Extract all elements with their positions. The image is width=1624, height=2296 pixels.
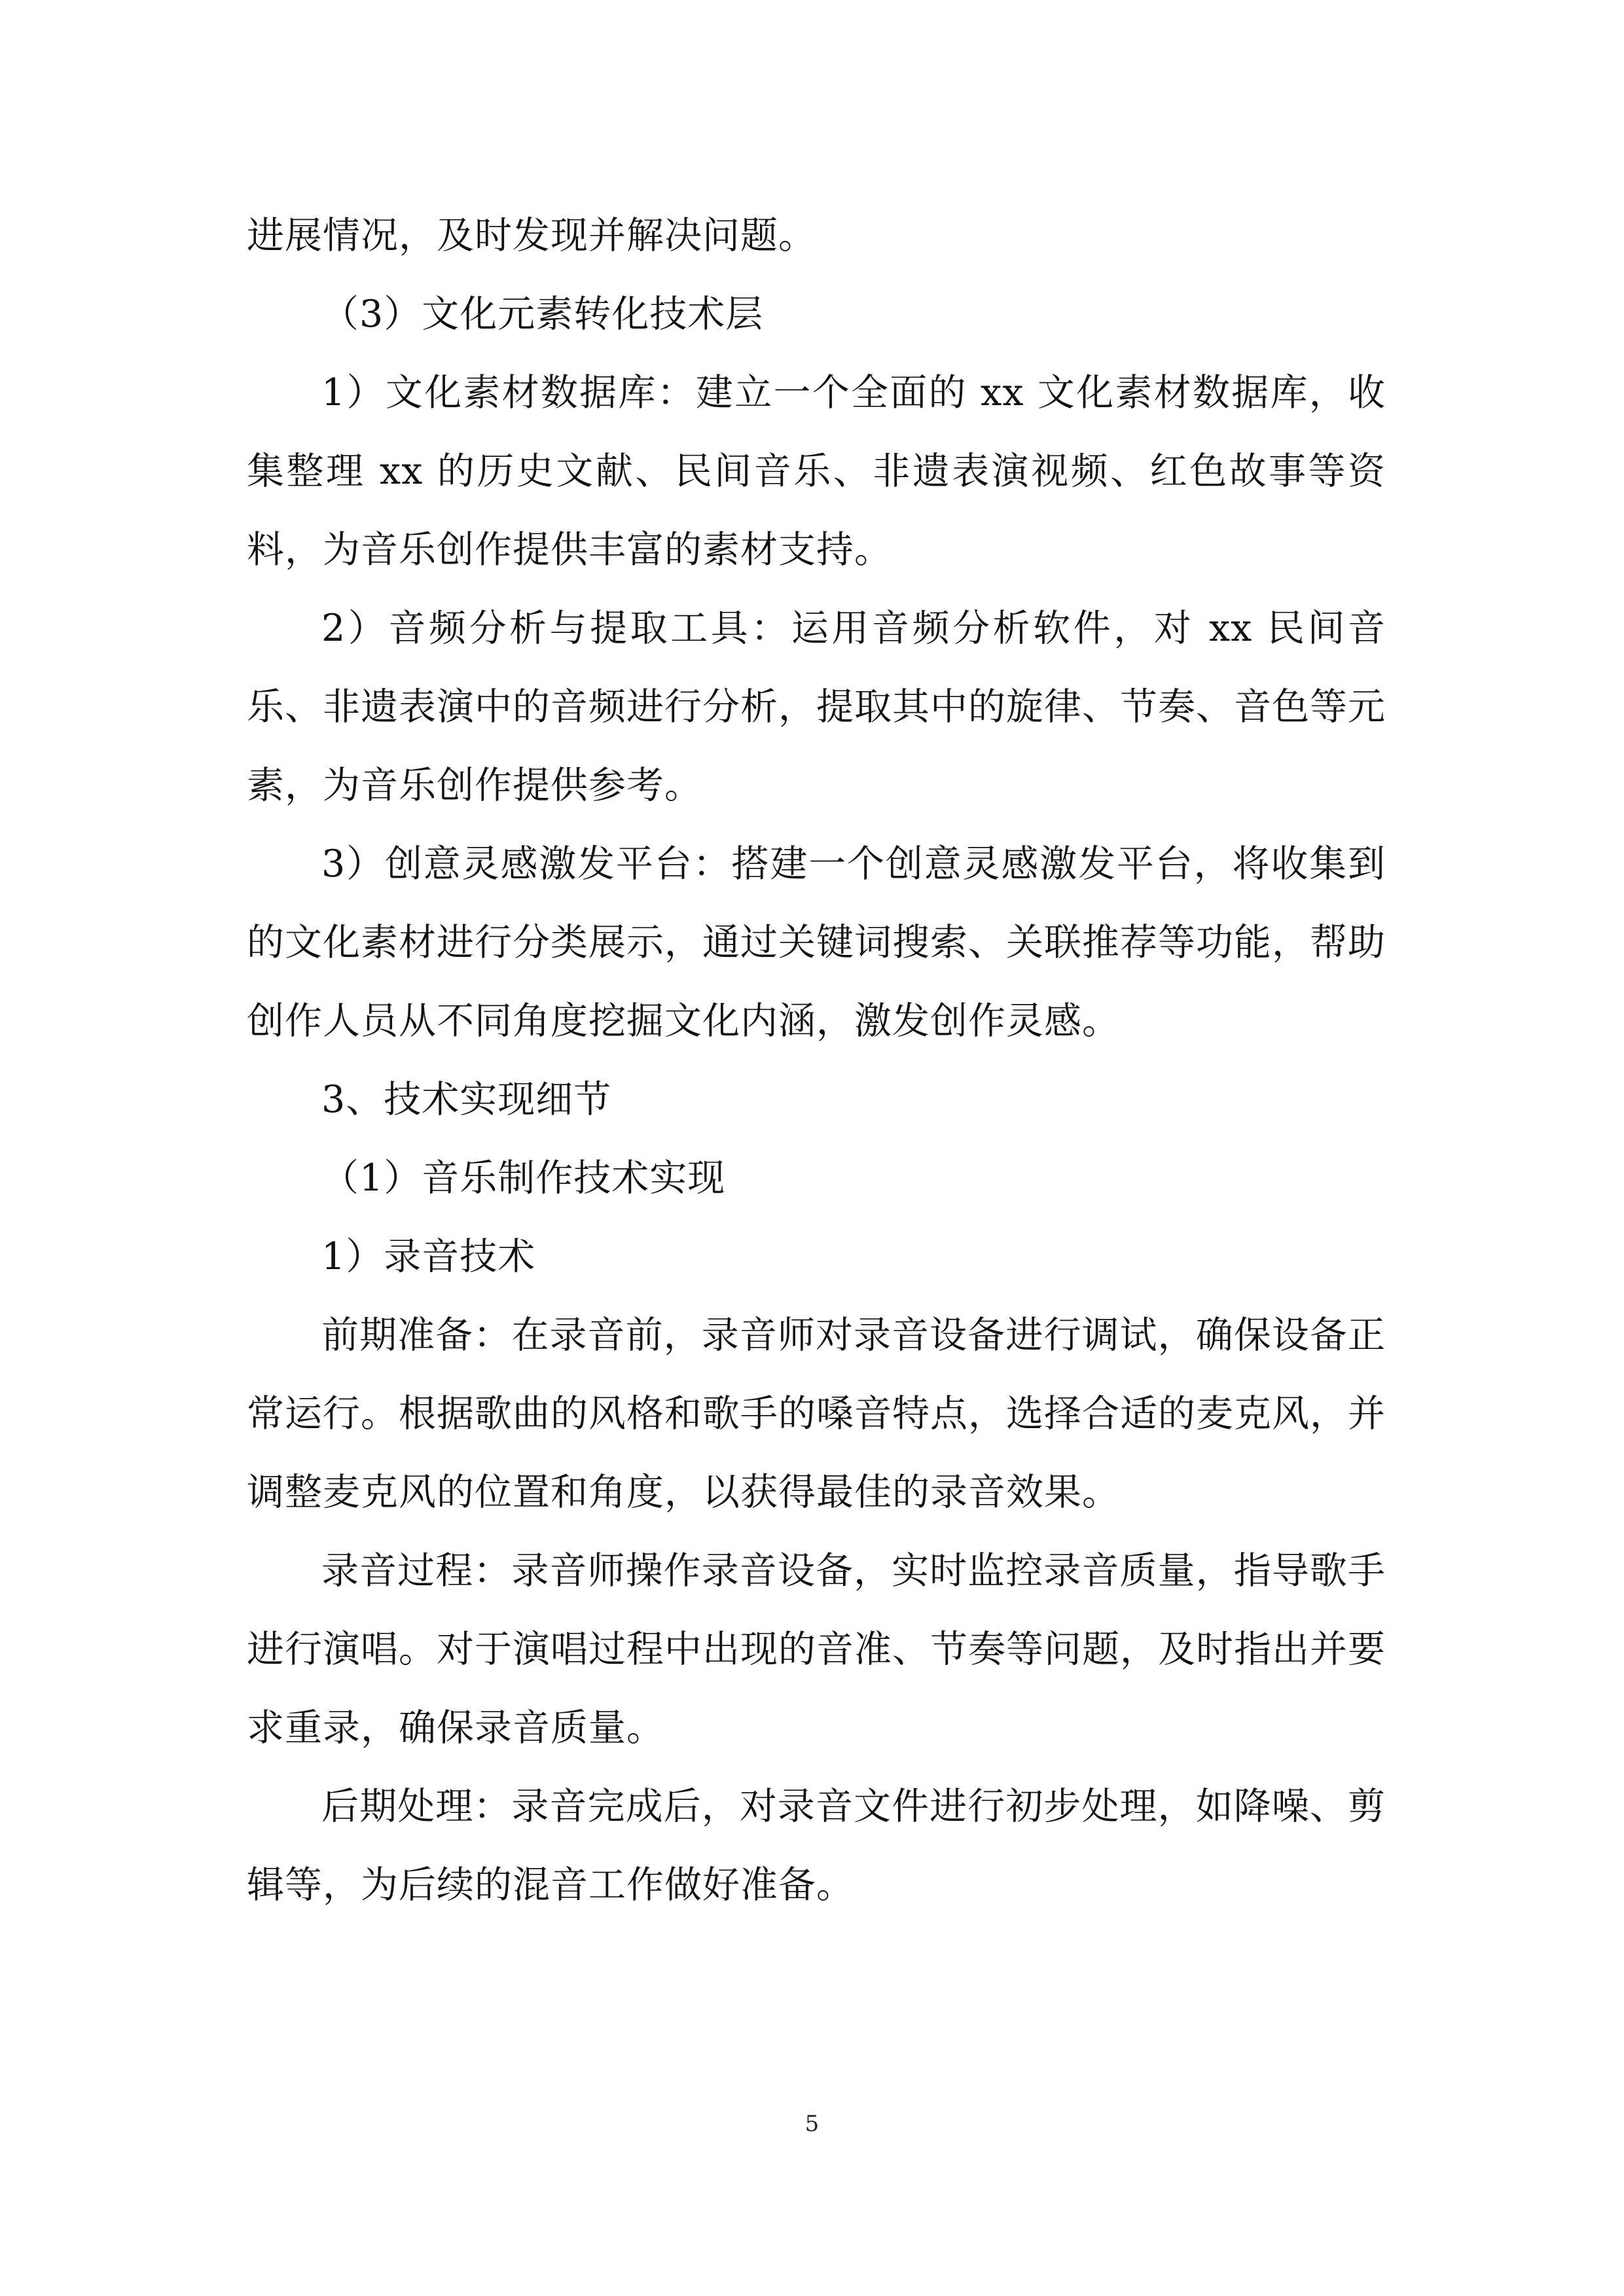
paragraph-audio-analysis-tool: 2）音频分析与提取工具：运用音频分析软件，对 xx 民间音乐、非遗表演中的音频进行分析，提取其中的旋律、节奏、音色等元素，为音乐创作提供参考。 xyxy=(247,607,1386,807)
subheading-music-production: （1）音乐制作技术实现 xyxy=(321,1157,726,1200)
body-text xyxy=(247,196,1386,1924)
subheading-cultural-conversion-layer: （3）文化元素转化技术层 xyxy=(321,293,764,336)
paragraph-continuation: 进展情况，及时发现并解决问题。 xyxy=(247,214,816,257)
paragraph-creative-inspiration-platform: 3）创意灵感激发平台：搭建一个创意灵感激发平台，将收集到的文化素材进行分类展示，通过关键词搜索、关联推荐等功能，帮助创作人员从不同角度挖掘文化内涵，激发创作灵感。 xyxy=(247,842,1386,1043)
heading-technical-implementation-details: 3、技术实现细节 xyxy=(321,1078,612,1121)
paragraph-recording-process: 录音过程：录音师操作录音设备，实时监控录音质量，指导歌手进行演唱。对于演唱过程中出现的音准、节奏等问题，及时指出并要求重录，确保录音质量。 xyxy=(247,1549,1386,1749)
subheading-recording-technique: 1）录音技术 xyxy=(321,1235,536,1278)
paragraph-post-processing: 后期处理：录音完成后，对录音文件进行初步处理，如降噪、剪辑等，为后续的混音工作做好准备。 xyxy=(247,1785,1386,1907)
paragraph-cultural-material-database: 1）文化素材数据库：建立一个全面的 xx 文化素材数据库，收集整理 xx 的历史文献、民间音乐、非遗表演视频、红色故事等资料，为音乐创作提供丰富的素材支持。 xyxy=(247,371,1386,571)
paragraph-preparation: 前期准备：在录音前，录音师对录音设备进行调试，确保设备正常运行。根据歌曲的风格和歌手的嗓音特点，选择合适的麦克风，并调整麦克风的位置和角度，以获得最佳的录音效果。 xyxy=(247,1314,1386,1514)
page-number: 5 xyxy=(804,2111,820,2137)
